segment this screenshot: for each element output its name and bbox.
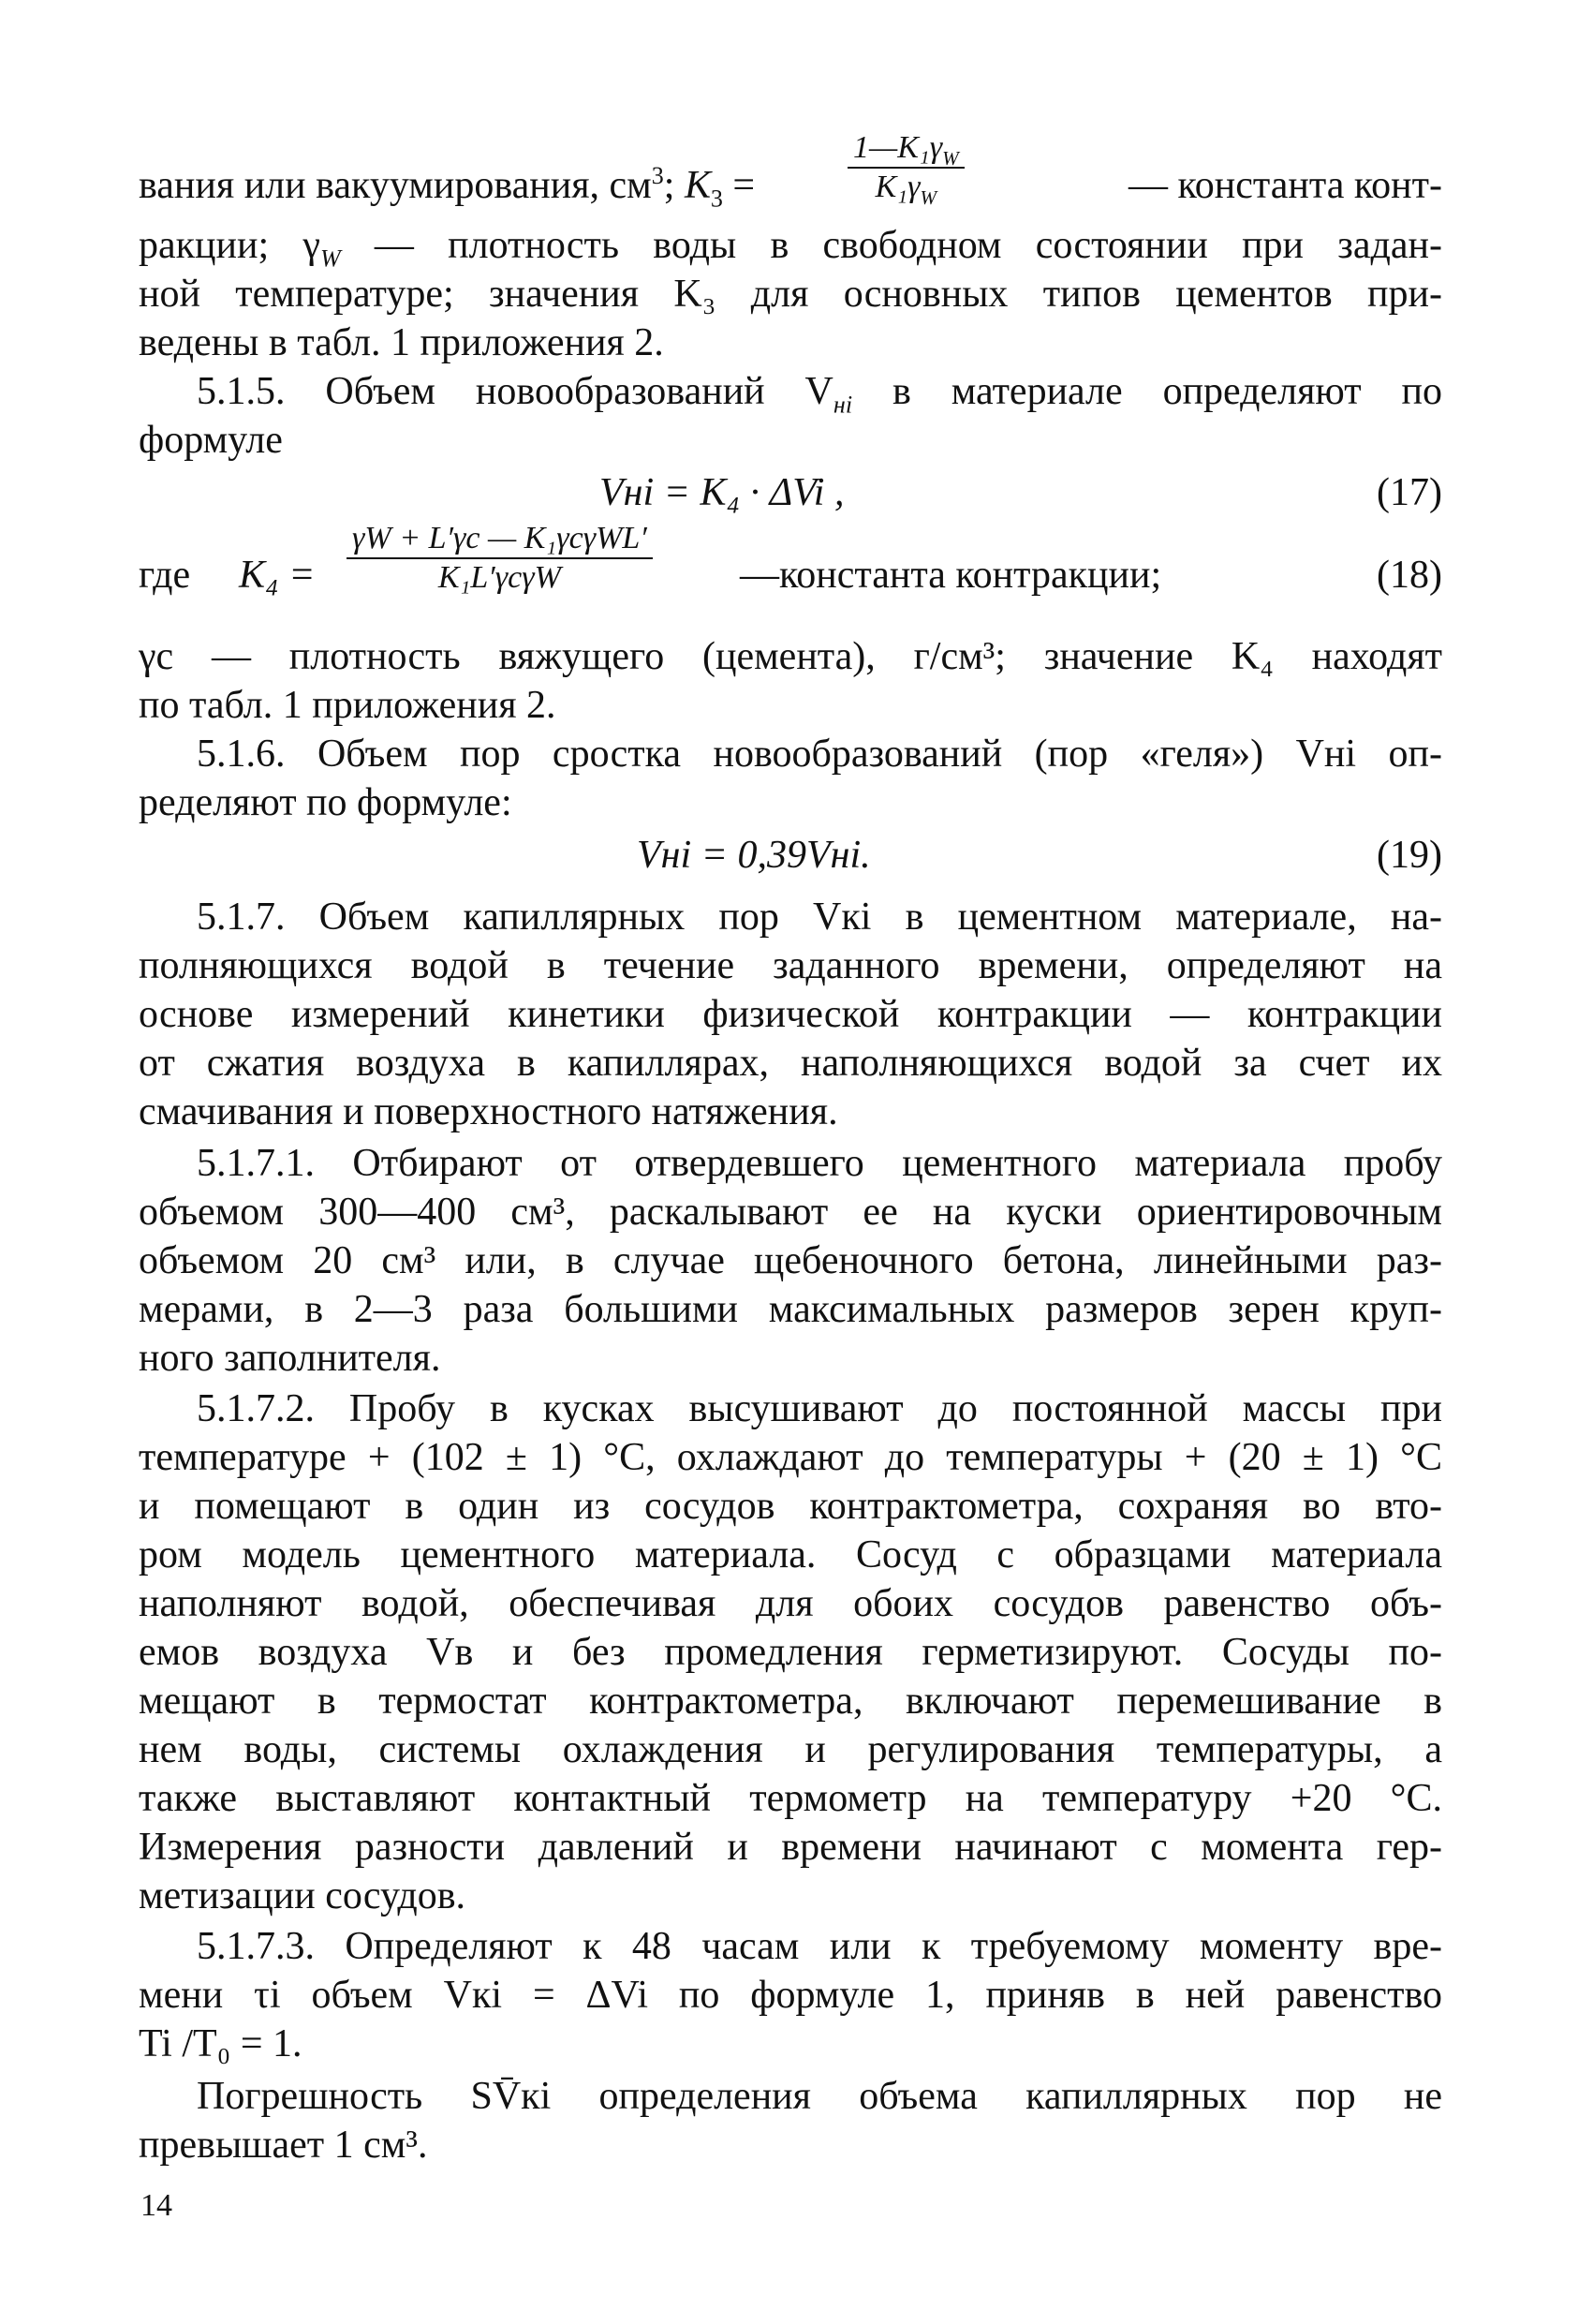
- text-line: Погрешность SV̄кi определения объема капиллярных пор не: [197, 2075, 1442, 2118]
- formula-k4-fraction: γW + L′γc — K₁γcγWL′ K₁L′γcγW: [347, 520, 653, 597]
- text-line: наполняют водой, обеспечивая для обоих сосудов равенство объ-: [139, 1582, 1442, 1625]
- text-line: ной температуре; значения K₃ для основных типов цементов при-: [139, 273, 1442, 316]
- text-line: —константа контракции;: [740, 554, 1162, 597]
- formula-19: Vнi = 0,39Vнi.: [637, 834, 871, 877]
- text-line: основе измерений кинетики физической контракции — контракции: [139, 993, 1442, 1036]
- text-line: и помещают в один из сосудов контрактометра, сохраняя во вто-: [139, 1485, 1442, 1528]
- text-line: также выставляют контактный термометр на температуру +20 °С.: [139, 1777, 1442, 1820]
- text-line: 5.1.7.1. Отбирают от отвердевшего цементного материала пробу: [197, 1142, 1442, 1185]
- text-line: метизации сосудов.: [139, 1874, 466, 1917]
- formula-k4-label: K₄ =: [239, 554, 316, 597]
- text-line: ром модель цементного материала. Сосуд с образцами материала: [139, 1533, 1442, 1576]
- text-line: объемом 20 см³ или, в случае щебеночного бетона, линейными раз-: [139, 1239, 1442, 1282]
- formula-number-19: (19): [1377, 834, 1442, 877]
- text-line: — константа конт-: [1128, 164, 1442, 207]
- text-line: формуле: [139, 419, 283, 462]
- where-label: где: [139, 554, 191, 597]
- text-line: нем воды, системы охлаждения и регулирования температуры, а: [139, 1728, 1442, 1771]
- text-line: емов воздуха Vв и без промедления герметизируют. Сосуды по-: [139, 1631, 1442, 1674]
- text-line: 5.1.7.3. Определяют к 48 часам или к требуемому моменту вре-: [197, 1925, 1442, 1968]
- text-line: 5.1.5. Объем новообразований $V_{нi}$ в материале определяют по: [197, 370, 1442, 419]
- text-line: температуре + (102 ± 1) °С, охлаждают до температуры + (20 ± 1) °С: [139, 1436, 1442, 1479]
- text-line: мени τi объем Vкi = ΔVi по формуле 1, приняв в ней равенство: [139, 1974, 1442, 2017]
- text-line: 5.1.7.2. Пробу в кусках высушивают до постоянной массы при: [197, 1387, 1442, 1430]
- text-line: ного заполнителя.: [139, 1337, 441, 1380]
- formula-number-17: (17): [1377, 471, 1442, 514]
- text-line: мерами, в 2—3 раза большими максимальных размеров зерен круп-: [139, 1288, 1442, 1331]
- text-line: смачивания и поверхностного натяжения.: [139, 1090, 838, 1133]
- text-line: γc — плотность вяжущего (цемента), г/см³; значение K₄ находят: [139, 635, 1442, 678]
- text-line: 5.1.6. Объем пор сростка новообразований (пор «геля») Vнi оп-: [197, 733, 1442, 776]
- text-line: ределяют по формуле:: [139, 781, 512, 824]
- formula-17: Vнi = K₄ · ΔVi ,: [599, 471, 845, 514]
- formula-number-18: (18): [1377, 554, 1442, 597]
- text-line: полняющихся водой в течение заданного времени, определяют на: [139, 944, 1442, 987]
- text-line: превышает 1 см³.: [139, 2124, 428, 2167]
- text-line: от сжатия воздуха в капиллярах, наполняющихся водой за счет их: [139, 1042, 1442, 1085]
- text-line: 5.1.7. Объем капиллярных пор Vкi в цементном материале, на-: [197, 896, 1442, 939]
- text-line: Ti /T₀ = 1.: [139, 2022, 302, 2065]
- text-line: Измерения разности давлений и времени начинают с момента гер-: [139, 1826, 1442, 1869]
- formula-k3-fraction: $\frac{1—K_1\gamma_W}{K_1\gamma_W}$: [848, 129, 965, 206]
- text-line: вания или вакуумирования, $см^3$; $К_3$ =: [139, 162, 756, 213]
- text-line: ракции; $\gamma_W$ — плотность воды в свободном состоянии при задан-: [139, 224, 1442, 273]
- text-line: по табл. 1 приложения 2.: [139, 684, 556, 727]
- page-number: 14: [140, 2188, 172, 2223]
- text-line: ведены в табл. 1 приложения 2.: [139, 321, 664, 364]
- text-line: объемом 300—400 см³, раскалывают ее на куски ориентировочным: [139, 1191, 1442, 1234]
- text-line: мещают в термостат контрактометра, включают перемешивание в: [139, 1680, 1442, 1723]
